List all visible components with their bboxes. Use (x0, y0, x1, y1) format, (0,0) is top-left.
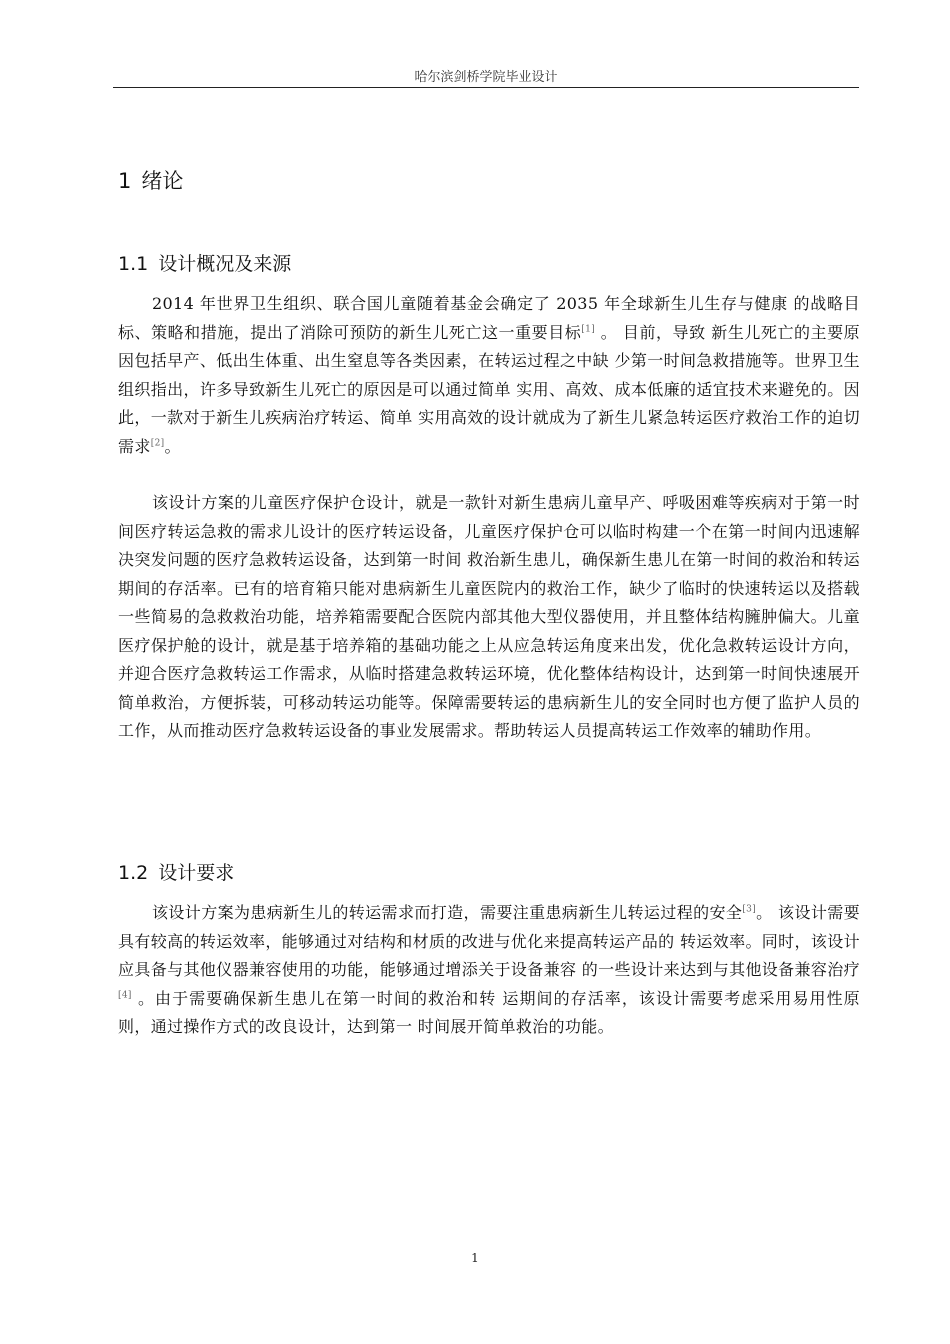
section-number: 1.2 (118, 862, 149, 884)
page-header: 哈尔滨剑桥学院毕业设计 (414, 70, 558, 85)
paragraph-1-2-a (118, 899, 860, 1042)
paragraph-text: 。 该设计需要具有较高的转运效率，能够通过对结构和材质的改进与优化来提高转运产品的 转运效率。同时，该设计应具备与其他仪器兼容使用的功能，能够通过增添关于设备兼容 的一些设计来达到与其他设备兼容治疗 (118, 903, 860, 979)
section-heading-1-2 (118, 858, 234, 885)
paragraph-text: 2014 年世界卫生组织、联合国儿童随着基金会确定了 2035 年全球新生儿生存与健康 的战略目标、策略和措施，提出了消除可预防的新生儿死亡这一重要目标 (118, 294, 860, 342)
citation-2: [2] (150, 438, 165, 449)
page-number: 1 (471, 1251, 479, 1265)
chapter-title: 绪论 (141, 169, 184, 193)
paragraph-text: 该设计方案为患病新生儿的转运需求而打造，需要注重患病新生儿转运过程的安全 (152, 903, 743, 922)
paragraph-text: 。 (164, 436, 181, 456)
paragraph-1-1-b: 该设计方案的儿童医疗保护仓设计，就是一款针对新生患病儿童早产、呼吸困难等疾病对于第一时间医疗转运急救的需求儿设计的医疗转运设备，儿童医疗保护仓可以临时构建一个在第一时间内迅速解决突发问题的医疗急救转运设备，达到第一时间 救治新生患儿，确保新生患儿在第一时间的救治和转运期间的存活率。已有的培育箱只能对患病新生儿童医院内的救治工作，缺少了临时的快速转运以及搭载一些简易的急救救治功能，培养箱需要配合医院内部其他大型仪器使用，并且整体结构臃肿偏大。儿童医疗保护舱的设计，就是基于培养箱的基础功能之上从应急转运角度来出发，优化急救转运设计方向，并迎合医疗急救转运工作需求，从临时搭建急救转运环境，优化整体结构设计，达到第一时间快速展开简单救治，方便拆装，可移动转运功能等。保障需要转运的患病新生儿的安全同时也方便了监护人员的工作，从而推动医疗急救转运设备的事业发展需求。帮助转运人员提高转运工作效率的辅助作用。 (118, 493, 860, 740)
section-number: 1.1 (118, 253, 149, 275)
chapter-number: 1 (118, 169, 132, 193)
section-title: 设计要求 (158, 862, 235, 884)
paragraph-text: 。由于需要确保新生患儿在第一时间的救治和转 运期间的存活率，该设计需要考虑采用易用性原则，通过操作方式的改良设计，达到第一 时间展开简单救治的功能。 (118, 988, 860, 1036)
paragraph-1-1-a (118, 290, 860, 461)
citation-3: [3] (742, 904, 757, 915)
paragraph-text: 。 目前，导致 新生儿死亡的主要原因包括早产、低出生体重、出生窒息等各类因素，在转运过程之中缺 少第一时间急救措施等。世界卫生组织指出，许多导致新生儿死亡的原因是可以通过简单 实用、高效、成本低廉的适宜技术来避免的。因此，一款对于新生儿疾病治疗转运、简单 实用高效的设计就成为了新生儿紧急转运医疗救治工作的迫切需求 (118, 322, 860, 456)
section-title: 设计概况及来源 (158, 253, 292, 275)
header-rule (113, 87, 859, 88)
chapter-heading (118, 165, 183, 195)
citation-4: [4] (118, 990, 132, 1001)
section-heading-1-1 (118, 249, 291, 276)
citation-1: [1] (581, 324, 596, 335)
